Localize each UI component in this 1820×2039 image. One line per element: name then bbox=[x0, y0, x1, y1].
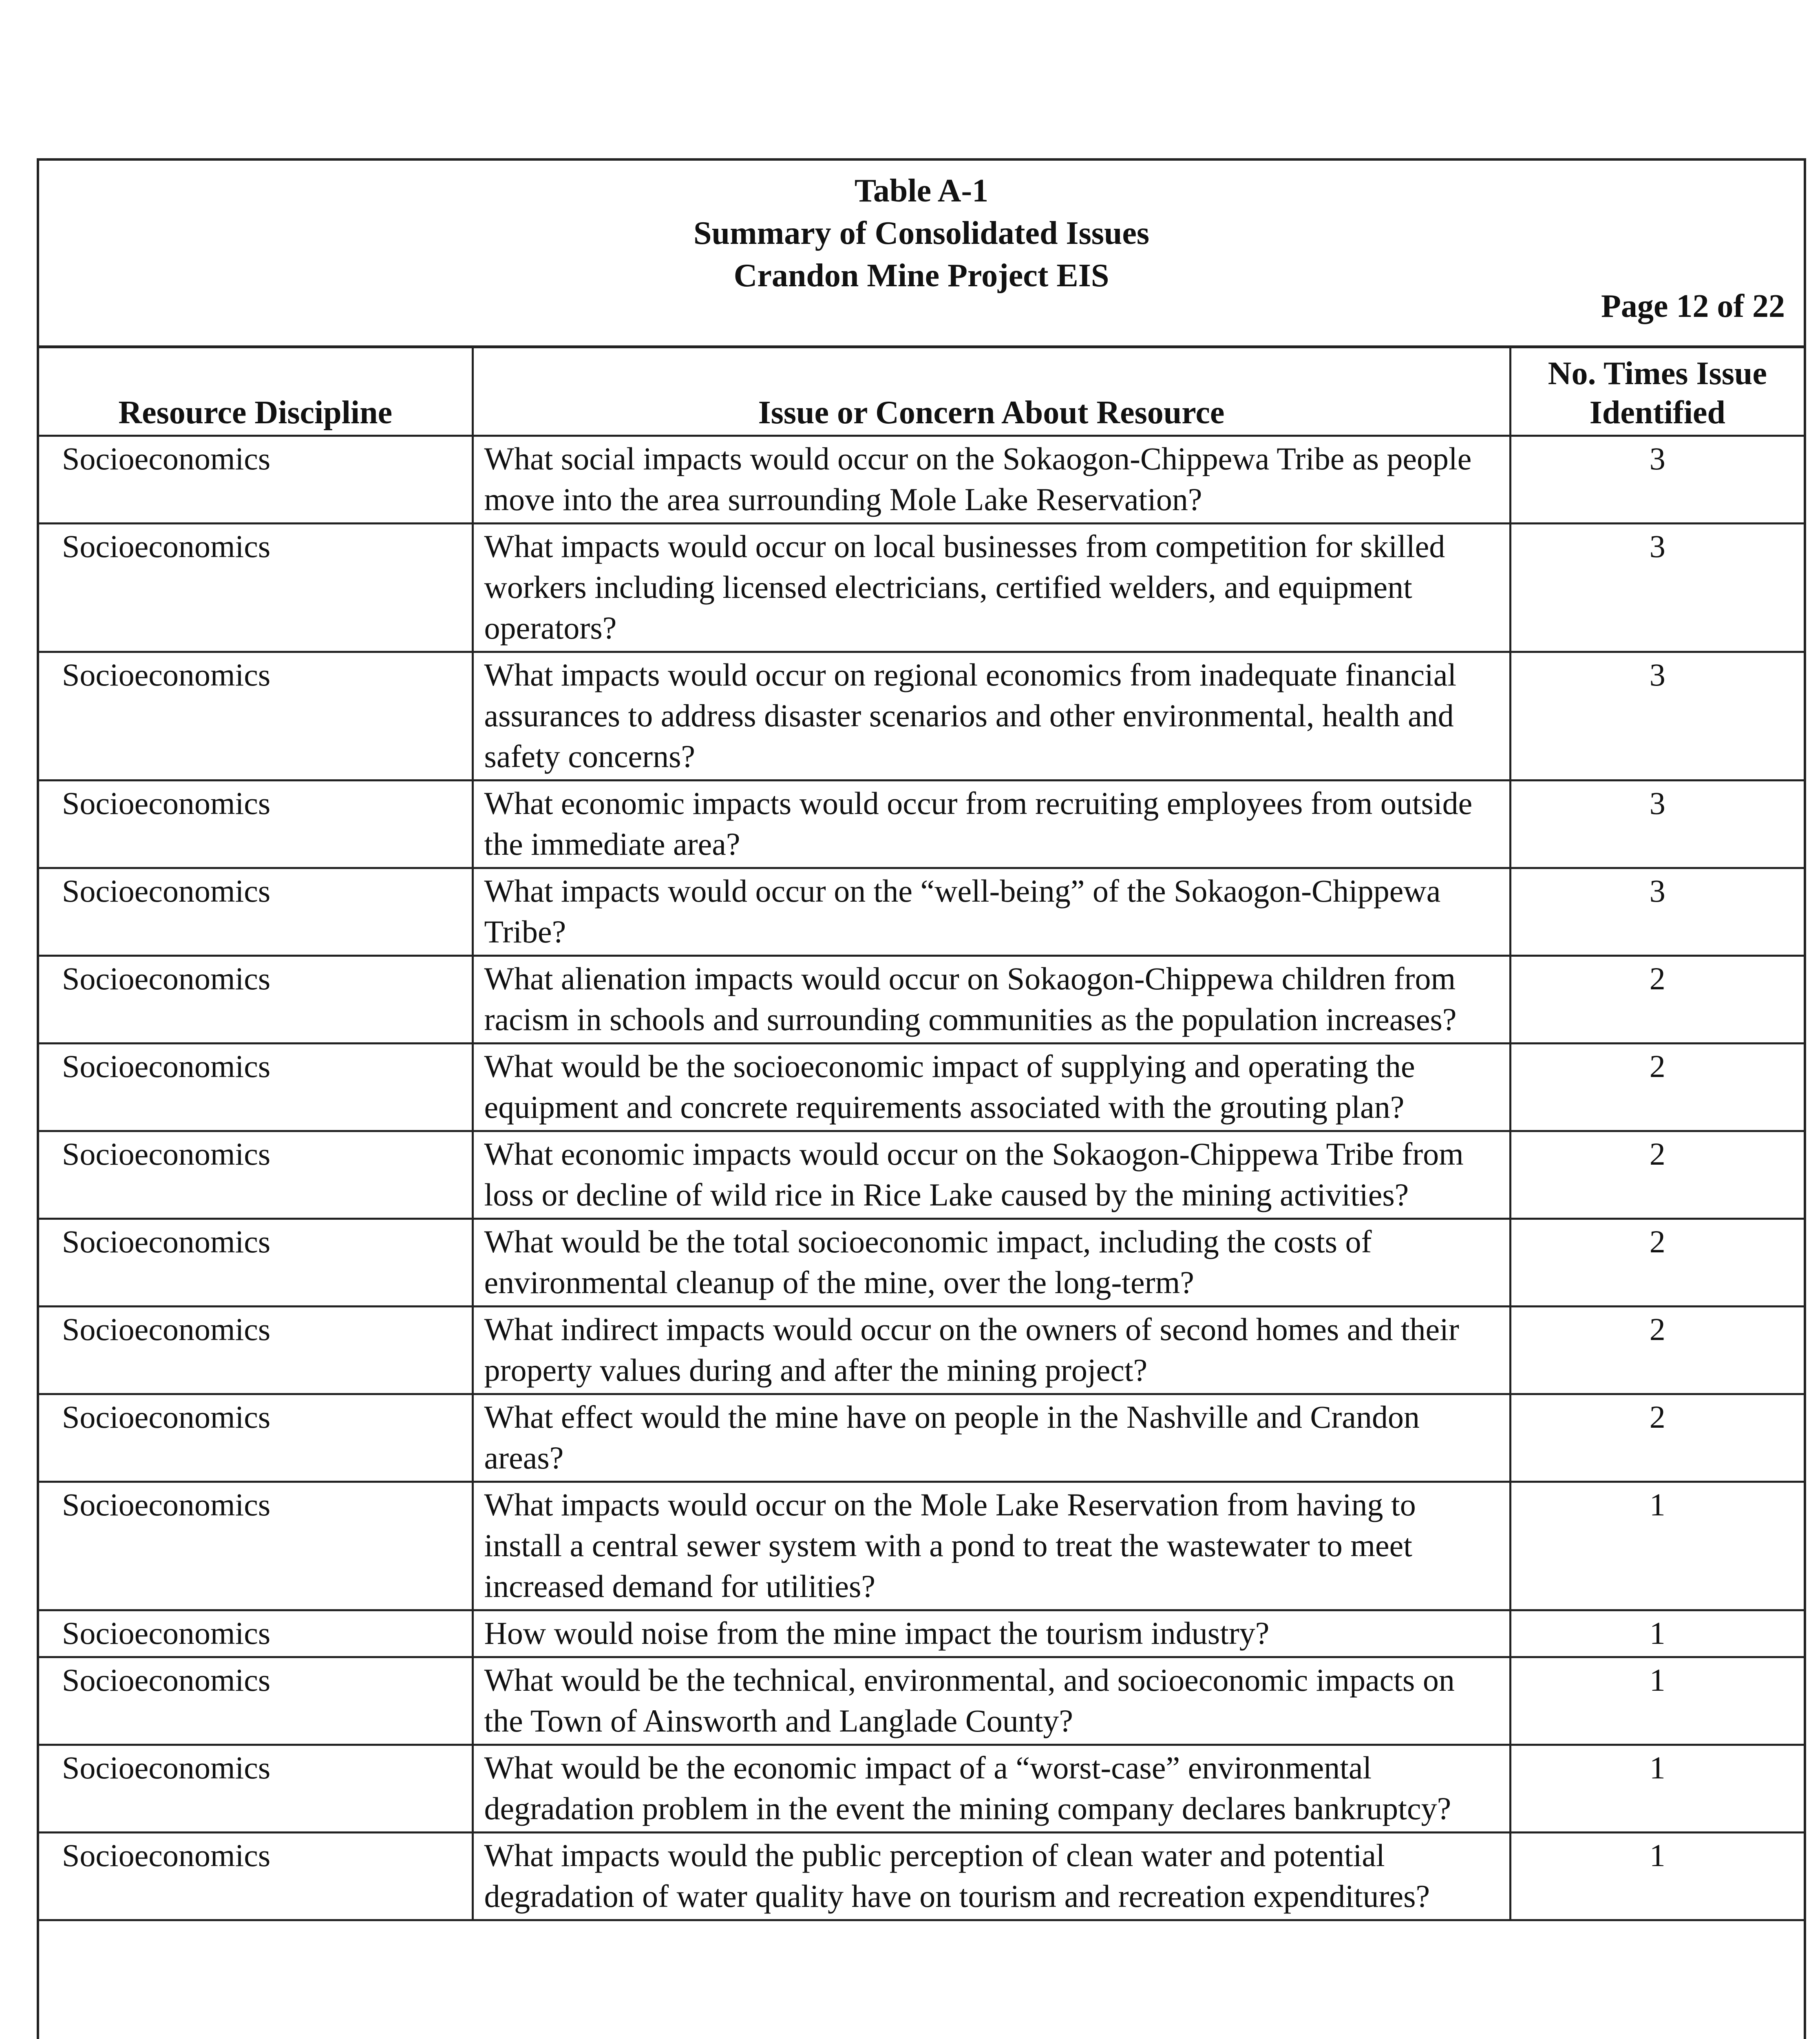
row-discipline: Socioeconomics bbox=[39, 1482, 473, 1610]
table-row bbox=[39, 1131, 1804, 1219]
row-discipline: Socioeconomics bbox=[39, 868, 473, 956]
row-count: 2 bbox=[1510, 956, 1804, 1044]
row-discipline: Socioeconomics bbox=[39, 1044, 473, 1131]
row-issue: What would be the technical, environmental, and socioeconomic impacts on the Town of Ainsworth and Langlade County? bbox=[473, 1657, 1510, 1745]
row-discipline: Socioeconomics bbox=[39, 1219, 473, 1307]
row-count: 3 bbox=[1510, 868, 1804, 956]
table-row bbox=[39, 956, 1804, 1044]
row-discipline: Socioeconomics bbox=[39, 1131, 473, 1219]
table-row bbox=[39, 1307, 1804, 1394]
row-count: 1 bbox=[1510, 1745, 1804, 1833]
row-issue: What would be the economic impact of a “worst-case” environmental degradation problem in the event the mining company declares bankruptcy? bbox=[473, 1745, 1510, 1833]
table-row bbox=[39, 436, 1804, 524]
row-issue: What impacts would the public perception of clean water and potential degradation of water quality have on tourism and recreation expenditures? bbox=[473, 1833, 1510, 1920]
table-row bbox=[39, 1394, 1804, 1482]
table-title-block bbox=[39, 161, 1804, 348]
row-count: 3 bbox=[1510, 652, 1804, 781]
row-discipline: Socioeconomics bbox=[39, 1833, 473, 1920]
issues-table-body bbox=[39, 436, 1804, 1920]
table-row bbox=[39, 652, 1804, 781]
row-discipline: Socioeconomics bbox=[39, 652, 473, 781]
row-count: 3 bbox=[1510, 524, 1804, 652]
header-count-line2: Identified bbox=[1589, 395, 1725, 431]
row-count: 1 bbox=[1510, 1657, 1804, 1745]
issues-table bbox=[39, 348, 1804, 1921]
row-discipline: Socioeconomics bbox=[39, 1307, 473, 1394]
row-count: 2 bbox=[1510, 1131, 1804, 1219]
row-discipline: Socioeconomics bbox=[39, 1745, 473, 1833]
row-count: 1 bbox=[1510, 1833, 1804, 1920]
header-issue: Issue or Concern About Resource bbox=[473, 348, 1510, 436]
table-subtitle: Crandon Mine Project EIS bbox=[733, 258, 1109, 294]
table-row bbox=[39, 1745, 1804, 1833]
header-count bbox=[1510, 348, 1804, 436]
table-row bbox=[39, 781, 1804, 868]
row-issue: What alienation impacts would occur on Sokaogon-Chippewa children from racism in schools and surrounding communities as the population increases? bbox=[473, 956, 1510, 1044]
table-row bbox=[39, 1219, 1804, 1307]
table-row bbox=[39, 1833, 1804, 1920]
row-issue: What impacts would occur on the Mole Lake Reservation from having to install a central sewer system with a pond to treat the wastewater to meet increased demand for utilities? bbox=[473, 1482, 1510, 1610]
row-issue: What impacts would occur on regional economics from inadequate financial assurances to address disaster scenarios and other environmental, health and safety concerns? bbox=[473, 652, 1510, 781]
table-row bbox=[39, 1657, 1804, 1745]
row-discipline: Socioeconomics bbox=[39, 781, 473, 868]
row-count: 2 bbox=[1510, 1044, 1804, 1131]
row-discipline: Socioeconomics bbox=[39, 1657, 473, 1745]
row-count: 2 bbox=[1510, 1219, 1804, 1307]
row-discipline: Socioeconomics bbox=[39, 956, 473, 1044]
row-issue: What indirect impacts would occur on the owners of second homes and their property values during and after the mining project? bbox=[473, 1307, 1510, 1394]
row-discipline: Socioeconomics bbox=[39, 436, 473, 524]
table-number: Table A-1 bbox=[854, 173, 989, 209]
row-issue: How would noise from the mine impact the tourism industry? bbox=[473, 1610, 1510, 1657]
issues-table-frame bbox=[37, 158, 1806, 2039]
row-discipline: Socioeconomics bbox=[39, 1394, 473, 1482]
row-count: 2 bbox=[1510, 1394, 1804, 1482]
table-row bbox=[39, 1482, 1804, 1610]
table-title: Summary of Consolidated Issues bbox=[694, 215, 1149, 251]
header-count-line1: No. Times Issue bbox=[1548, 356, 1767, 391]
row-issue: What economic impacts would occur from recruiting employees from outside the immediate area? bbox=[473, 781, 1510, 868]
row-count: 3 bbox=[1510, 436, 1804, 524]
header-discipline: Resource Discipline bbox=[39, 348, 473, 436]
table-row bbox=[39, 524, 1804, 652]
header-row bbox=[39, 348, 1804, 436]
row-discipline: Socioeconomics bbox=[39, 1610, 473, 1657]
row-issue: What economic impacts would occur on the Sokaogon-Chippewa Tribe from loss or decline of wild rice in Rice Lake caused by the mining activities? bbox=[473, 1131, 1510, 1219]
row-count: 1 bbox=[1510, 1610, 1804, 1657]
row-issue: What effect would the mine have on people in the Nashville and Crandon areas? bbox=[473, 1394, 1510, 1482]
row-issue: What would be the total socioeconomic impact, including the costs of environmental cleanup of the mine, over the long-term? bbox=[473, 1219, 1510, 1307]
row-issue: What impacts would occur on the “well-being” of the Sokaogon-Chippewa Tribe? bbox=[473, 868, 1510, 956]
row-discipline: Socioeconomics bbox=[39, 524, 473, 652]
row-count: 2 bbox=[1510, 1307, 1804, 1394]
row-count: 1 bbox=[1510, 1482, 1804, 1610]
table-row bbox=[39, 868, 1804, 956]
row-issue: What would be the socioeconomic impact of supplying and operating the equipment and concrete requirements associated with the grouting plan? bbox=[473, 1044, 1510, 1131]
row-issue: What social impacts would occur on the Sokaogon-Chippewa Tribe as people move into the area surrounding Mole Lake Reservation? bbox=[473, 436, 1510, 524]
table-row bbox=[39, 1610, 1804, 1657]
row-issue: What impacts would occur on local businesses from competition for skilled workers including licensed electricians, certified welders, and equipment operators? bbox=[473, 524, 1510, 652]
table-row bbox=[39, 1044, 1804, 1131]
row-count: 3 bbox=[1510, 781, 1804, 868]
page-indicator: Page 12 of 22 bbox=[1601, 288, 1785, 324]
